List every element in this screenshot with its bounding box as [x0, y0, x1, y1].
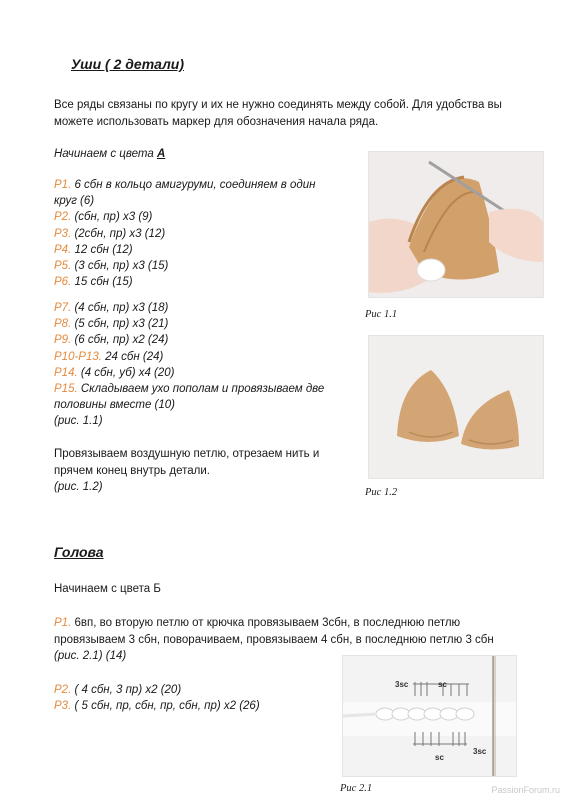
head-start: Начинаем с цвета Б: [54, 583, 161, 595]
row-text: (5 сбн, пр) х3 (21): [71, 318, 169, 331]
row-label: Р1.: [54, 617, 72, 629]
row-text: (рис. 1.1): [54, 415, 103, 428]
pattern-row: [54, 332, 324, 348]
diagram-label-top-left: 3sc: [395, 680, 409, 689]
row-label: Р14.: [54, 366, 78, 379]
row-text: (4 сбн, пр) х3 (18): [71, 302, 169, 314]
ears-title: Уши ( 2 детали): [71, 56, 185, 72]
start-prefix: Начинаем с цвета: [54, 148, 157, 160]
row-text: Складываем ухо пополам и провязываем две: [77, 383, 325, 396]
row-text: 12 сбн (12): [71, 243, 133, 256]
row-label: Р6.: [54, 276, 72, 289]
row-text: 24 сбн (24): [101, 350, 164, 363]
finish-line-1: Провязываем воздушную петлю, отрезаем нить и: [54, 448, 320, 460]
caption-1-1: Рис 1.1: [365, 309, 398, 320]
row-label: Р5.: [54, 260, 72, 273]
row-label: Р2.: [54, 211, 72, 224]
pattern-row: [54, 316, 324, 332]
pattern-row: [54, 300, 324, 316]
pattern-row: [54, 349, 324, 365]
photo-1-2: [368, 335, 544, 479]
pattern-row: [54, 413, 324, 429]
ears-start-color: [54, 146, 165, 163]
row-text: 6 сбн в кольцо амигуруми, соединяем в один: [71, 179, 316, 191]
pattern-row: [54, 381, 324, 397]
row-label: Р7.: [54, 302, 72, 314]
row-label: Р2.: [54, 684, 72, 696]
diagram-label-bottom-left: sc: [435, 753, 444, 762]
row-label: Р3.: [54, 227, 72, 240]
pattern-row: [54, 258, 315, 274]
photo-1-1: [368, 151, 544, 298]
row-text: (6 сбн, пр) х2 (24): [71, 334, 169, 347]
row-text: 6вп, во вторую петлю от крючка провязываем 3сбн, в последнюю петлю провязываем 3 сбн, поворачиваем, провязываем 4 сбн, в последнюю петлю 3 сбн: [54, 617, 494, 646]
row-label: Р8.: [54, 318, 72, 331]
pattern-row: [54, 177, 315, 193]
head-title: Голова: [54, 544, 104, 560]
row-label: Р9.: [54, 334, 72, 347]
row-ref: (рис. 2.1) (14): [54, 650, 127, 662]
pattern-row: [54, 274, 315, 290]
row-label: Р1.: [54, 179, 72, 191]
row-text: круг (6): [54, 195, 95, 208]
ears-intro: Все ряды связаны по кругу и их не нужно соединять между собой. Для удобства вы можете использовать маркер для обозначения начала ряда.: [54, 99, 502, 128]
pattern-row: [54, 193, 315, 209]
watermark: PassionForum.ru: [491, 785, 560, 795]
pattern-row: [54, 365, 324, 381]
head-row-p2: [54, 682, 181, 698]
ears-rows-group-2: [54, 300, 324, 430]
diagram-label-bottom-right: 3sc: [473, 747, 487, 756]
row-text: 15 сбн (15): [71, 276, 133, 289]
row-text: (4 сбн, уб) х4 (20): [77, 366, 175, 379]
start-color-letter: А: [156, 148, 166, 160]
row-label: Р10-Р13.: [54, 350, 102, 363]
finish-line-2: прячем конец внутрь детали.: [54, 464, 210, 477]
diagram-label-top-right: sc: [438, 680, 447, 689]
row-text: (сбн, пр) х3 (9): [71, 211, 153, 224]
row-text: (3 сбн, пр) х3 (15): [71, 260, 169, 273]
caption-1-2: Рис 1.2: [365, 487, 398, 498]
row-text: (2сбн, пр) х3 (12): [71, 227, 166, 240]
chain-diagram-photo: [343, 656, 516, 776]
row-label: Р4.: [54, 243, 72, 256]
row-text: половины вместе (10): [54, 399, 176, 412]
row-label: Р15.: [54, 383, 78, 396]
finish-ref: (рис. 1.2): [54, 481, 103, 493]
ears-finish: [54, 446, 319, 496]
row-text: ( 4 сбн, 3 пр) х2 (20): [71, 684, 182, 696]
ears-rows-group-1: [54, 177, 315, 290]
ear-crochet-photo: [369, 152, 543, 297]
row-text: ( 5 сбн, пр, сбн, пр, сбн, пр) х2 (26): [71, 700, 260, 712]
pattern-row: [54, 397, 324, 413]
head-row-p3: [54, 698, 260, 714]
pattern-row: [54, 209, 315, 225]
two-ears-photo: [369, 336, 543, 478]
row-label: Р3.: [54, 700, 72, 712]
pattern-row: [54, 242, 315, 258]
photo-2-1: [342, 655, 517, 777]
pattern-row: [54, 226, 315, 242]
caption-2-1: Рис 2.1: [340, 783, 373, 794]
